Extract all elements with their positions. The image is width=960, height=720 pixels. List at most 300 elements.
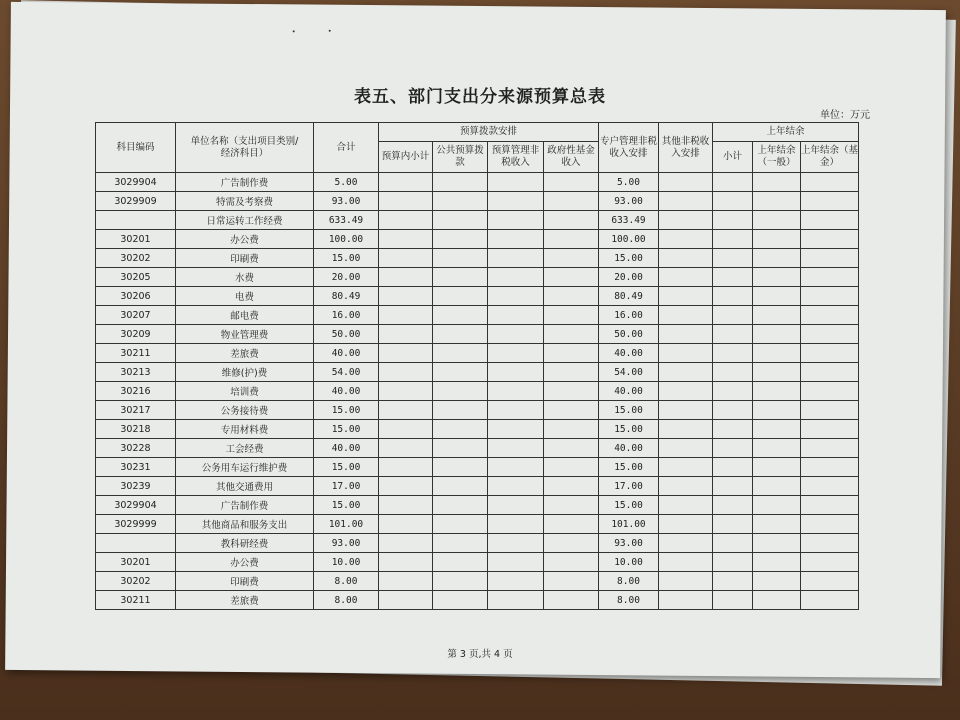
gov-fund-cell xyxy=(544,420,599,439)
budget-mgmt-cell xyxy=(488,553,544,572)
gov-fund-cell xyxy=(544,591,599,610)
table-row xyxy=(96,173,859,192)
budget-mgmt-cell xyxy=(488,363,544,382)
budget-subtotal-cell xyxy=(379,496,433,515)
name-cell: 特需及考察费 xyxy=(176,192,314,211)
header-public-budget: 公共预算拨款 xyxy=(433,142,488,173)
public-budget-cell xyxy=(433,287,488,306)
other-nontax-cell xyxy=(659,420,713,439)
name-cell: 其他商品和服务支出 xyxy=(176,515,314,534)
prev-general-cell xyxy=(753,591,801,610)
prev-fund-cell xyxy=(801,287,859,306)
total-cell: 10.00 xyxy=(314,553,379,572)
special-mgmt-cell: 15.00 xyxy=(599,401,659,420)
prev-subtotal-cell xyxy=(713,553,753,572)
prev-general-cell xyxy=(753,325,801,344)
prev-general-cell xyxy=(753,268,801,287)
prev-subtotal-cell xyxy=(713,173,753,192)
other-nontax-cell xyxy=(659,401,713,420)
special-mgmt-cell: 100.00 xyxy=(599,230,659,249)
table-row xyxy=(96,572,859,591)
table-row xyxy=(96,325,859,344)
public-budget-cell xyxy=(433,173,488,192)
special-mgmt-cell: 15.00 xyxy=(599,420,659,439)
prev-fund-cell xyxy=(801,420,859,439)
public-budget-cell xyxy=(433,344,488,363)
name-cell: 广告制作费 xyxy=(176,496,314,515)
prev-fund-cell xyxy=(801,192,859,211)
total-cell: 54.00 xyxy=(314,363,379,382)
name-cell: 工会经费 xyxy=(176,439,314,458)
gov-fund-cell xyxy=(544,192,599,211)
public-budget-cell xyxy=(433,192,488,211)
prev-subtotal-cell xyxy=(713,192,753,211)
header-budget-subtotal: 预算内小计 xyxy=(379,142,433,173)
budget-mgmt-cell xyxy=(488,439,544,458)
gov-fund-cell xyxy=(544,344,599,363)
gov-fund-cell xyxy=(544,287,599,306)
prev-subtotal-cell xyxy=(713,249,753,268)
table-row xyxy=(96,249,859,268)
table-row xyxy=(96,591,859,610)
public-budget-cell xyxy=(433,572,488,591)
code-cell: 3029904 xyxy=(96,173,176,192)
total-cell: 40.00 xyxy=(314,382,379,401)
public-budget-cell xyxy=(433,477,488,496)
prev-subtotal-cell xyxy=(713,420,753,439)
table-row xyxy=(96,192,859,211)
prev-subtotal-cell xyxy=(713,382,753,401)
budget-subtotal-cell xyxy=(379,553,433,572)
name-cell: 培训费 xyxy=(176,382,314,401)
budget-subtotal-cell xyxy=(379,534,433,553)
table-row xyxy=(96,382,859,401)
special-mgmt-cell: 8.00 xyxy=(599,591,659,610)
prev-general-cell xyxy=(753,553,801,572)
prev-subtotal-cell xyxy=(713,401,753,420)
prev-subtotal-cell xyxy=(713,458,753,477)
other-nontax-cell xyxy=(659,553,713,572)
code-cell: 30205 xyxy=(96,268,176,287)
name-cell: 电费 xyxy=(176,287,314,306)
prev-fund-cell xyxy=(801,401,859,420)
code-cell: 30217 xyxy=(96,401,176,420)
special-mgmt-cell: 20.00 xyxy=(599,268,659,287)
budget-subtotal-cell xyxy=(379,230,433,249)
prev-subtotal-cell xyxy=(713,287,753,306)
public-budget-cell xyxy=(433,439,488,458)
prev-general-cell xyxy=(753,306,801,325)
prev-subtotal-cell xyxy=(713,496,753,515)
name-cell: 办公费 xyxy=(176,553,314,572)
prev-general-cell xyxy=(753,458,801,477)
other-nontax-cell xyxy=(659,515,713,534)
total-cell: 633.49 xyxy=(314,211,379,230)
budget-mgmt-cell xyxy=(488,382,544,401)
public-budget-cell xyxy=(433,458,488,477)
other-nontax-cell xyxy=(659,211,713,230)
budget-subtotal-cell xyxy=(379,192,433,211)
table-row xyxy=(96,363,859,382)
other-nontax-cell xyxy=(659,496,713,515)
total-cell: 40.00 xyxy=(314,439,379,458)
prev-general-cell xyxy=(753,382,801,401)
special-mgmt-cell: 15.00 xyxy=(599,249,659,268)
special-mgmt-cell: 10.00 xyxy=(599,553,659,572)
budget-mgmt-cell xyxy=(488,192,544,211)
public-budget-cell xyxy=(433,249,488,268)
gov-fund-cell xyxy=(544,325,599,344)
total-cell: 15.00 xyxy=(314,401,379,420)
total-cell: 17.00 xyxy=(314,477,379,496)
table-row xyxy=(96,401,859,420)
code-cell: 30202 xyxy=(96,572,176,591)
prev-fund-cell xyxy=(801,458,859,477)
name-cell: 差旅费 xyxy=(176,591,314,610)
special-mgmt-cell: 101.00 xyxy=(599,515,659,534)
gov-fund-cell xyxy=(544,401,599,420)
prev-general-cell xyxy=(753,363,801,382)
prev-subtotal-cell xyxy=(713,325,753,344)
budget-table xyxy=(95,122,859,610)
total-cell: 15.00 xyxy=(314,420,379,439)
code-cell: 30216 xyxy=(96,382,176,401)
special-mgmt-cell: 633.49 xyxy=(599,211,659,230)
budget-subtotal-cell xyxy=(379,515,433,534)
code-cell: 30239 xyxy=(96,477,176,496)
prev-subtotal-cell xyxy=(713,211,753,230)
budget-subtotal-cell xyxy=(379,591,433,610)
name-cell: 差旅费 xyxy=(176,344,314,363)
other-nontax-cell xyxy=(659,268,713,287)
budget-mgmt-cell xyxy=(488,534,544,553)
table-row xyxy=(96,420,859,439)
public-budget-cell xyxy=(433,496,488,515)
total-cell: 40.00 xyxy=(314,344,379,363)
public-budget-cell xyxy=(433,553,488,572)
budget-mgmt-cell xyxy=(488,211,544,230)
gov-fund-cell xyxy=(544,306,599,325)
code-cell xyxy=(96,534,176,553)
total-cell: 100.00 xyxy=(314,230,379,249)
budget-subtotal-cell xyxy=(379,382,433,401)
header-total: 合计 xyxy=(314,123,379,173)
name-cell: 物业管理费 xyxy=(176,325,314,344)
code-cell: 3029909 xyxy=(96,192,176,211)
public-budget-cell xyxy=(433,325,488,344)
name-cell: 专用材料费 xyxy=(176,420,314,439)
budget-mgmt-cell xyxy=(488,591,544,610)
public-budget-cell xyxy=(433,534,488,553)
prev-general-cell xyxy=(753,439,801,458)
total-cell: 15.00 xyxy=(314,458,379,477)
budget-mgmt-cell xyxy=(488,306,544,325)
budget-subtotal-cell xyxy=(379,458,433,477)
name-cell: 办公费 xyxy=(176,230,314,249)
budget-mgmt-cell xyxy=(488,268,544,287)
public-budget-cell xyxy=(433,591,488,610)
prev-fund-cell xyxy=(801,572,859,591)
prev-fund-cell xyxy=(801,211,859,230)
name-cell: 广告制作费 xyxy=(176,173,314,192)
prev-general-cell xyxy=(753,534,801,553)
other-nontax-cell xyxy=(659,591,713,610)
special-mgmt-cell: 15.00 xyxy=(599,496,659,515)
budget-mgmt-cell xyxy=(488,173,544,192)
special-mgmt-cell: 93.00 xyxy=(599,534,659,553)
gov-fund-cell xyxy=(544,496,599,515)
public-budget-cell xyxy=(433,401,488,420)
prev-fund-cell xyxy=(801,363,859,382)
prev-subtotal-cell xyxy=(713,534,753,553)
prev-fund-cell xyxy=(801,306,859,325)
public-budget-cell xyxy=(433,420,488,439)
prev-subtotal-cell xyxy=(713,363,753,382)
gov-fund-cell xyxy=(544,249,599,268)
gov-fund-cell xyxy=(544,553,599,572)
prev-subtotal-cell xyxy=(713,268,753,287)
gov-fund-cell xyxy=(544,230,599,249)
other-nontax-cell xyxy=(659,344,713,363)
special-mgmt-cell: 40.00 xyxy=(599,439,659,458)
header-budget-group: 预算拨款安排 xyxy=(379,123,599,142)
table-row xyxy=(96,458,859,477)
budget-subtotal-cell xyxy=(379,325,433,344)
table-row xyxy=(96,211,859,230)
prev-general-cell xyxy=(753,420,801,439)
header-prev-balance: 上年结余 xyxy=(713,123,859,142)
header-other-nontax: 其他非税收入安排 xyxy=(659,123,713,173)
prev-general-cell xyxy=(753,496,801,515)
table-row xyxy=(96,553,859,572)
prev-subtotal-cell xyxy=(713,344,753,363)
budget-subtotal-cell xyxy=(379,401,433,420)
special-mgmt-cell: 50.00 xyxy=(599,325,659,344)
header-budget-mgmt: 预算管理非税收入 xyxy=(488,142,544,173)
total-cell: 16.00 xyxy=(314,306,379,325)
total-cell: 15.00 xyxy=(314,249,379,268)
total-cell: 80.49 xyxy=(314,287,379,306)
other-nontax-cell xyxy=(659,287,713,306)
other-nontax-cell xyxy=(659,477,713,496)
gov-fund-cell xyxy=(544,363,599,382)
special-mgmt-cell: 16.00 xyxy=(599,306,659,325)
other-nontax-cell xyxy=(659,230,713,249)
prev-fund-cell xyxy=(801,515,859,534)
table-row xyxy=(96,306,859,325)
prev-subtotal-cell xyxy=(713,515,753,534)
code-cell: 30209 xyxy=(96,325,176,344)
public-budget-cell xyxy=(433,230,488,249)
name-cell: 其他交通费用 xyxy=(176,477,314,496)
budget-mgmt-cell xyxy=(488,249,544,268)
code-cell: 30231 xyxy=(96,458,176,477)
special-mgmt-cell: 80.49 xyxy=(599,287,659,306)
budget-subtotal-cell xyxy=(379,572,433,591)
public-budget-cell xyxy=(433,211,488,230)
gov-fund-cell xyxy=(544,268,599,287)
code-cell: 30211 xyxy=(96,344,176,363)
name-cell: 水费 xyxy=(176,268,314,287)
budget-mgmt-cell xyxy=(488,515,544,534)
gov-fund-cell xyxy=(544,439,599,458)
gov-fund-cell xyxy=(544,534,599,553)
prev-subtotal-cell xyxy=(713,306,753,325)
header-prev-general: 上年结余（一般） xyxy=(753,142,801,173)
code-cell xyxy=(96,211,176,230)
prev-general-cell xyxy=(753,477,801,496)
budget-mgmt-cell xyxy=(488,420,544,439)
other-nontax-cell xyxy=(659,382,713,401)
total-cell: 93.00 xyxy=(314,534,379,553)
prev-fund-cell xyxy=(801,591,859,610)
table-row xyxy=(96,268,859,287)
budget-subtotal-cell xyxy=(379,363,433,382)
gov-fund-cell xyxy=(544,173,599,192)
prev-subtotal-cell xyxy=(713,572,753,591)
budget-mgmt-cell xyxy=(488,477,544,496)
other-nontax-cell xyxy=(659,439,713,458)
code-cell: 3029904 xyxy=(96,496,176,515)
budget-mgmt-cell xyxy=(488,496,544,515)
budget-subtotal-cell xyxy=(379,211,433,230)
name-cell: 公务接待费 xyxy=(176,401,314,420)
other-nontax-cell xyxy=(659,173,713,192)
budget-mgmt-cell xyxy=(488,287,544,306)
budget-mgmt-cell xyxy=(488,401,544,420)
other-nontax-cell xyxy=(659,458,713,477)
name-cell: 邮电费 xyxy=(176,306,314,325)
page-title: 表五、部门支出分来源预算总表 xyxy=(354,87,606,107)
budget-subtotal-cell xyxy=(379,173,433,192)
total-cell: 15.00 xyxy=(314,496,379,515)
budget-subtotal-cell xyxy=(379,249,433,268)
prev-fund-cell xyxy=(801,325,859,344)
prev-general-cell xyxy=(753,401,801,420)
prev-fund-cell xyxy=(801,477,859,496)
table-row xyxy=(96,515,859,534)
total-cell: 8.00 xyxy=(314,572,379,591)
gov-fund-cell xyxy=(544,211,599,230)
code-cell: 30213 xyxy=(96,363,176,382)
name-cell: 公务用车运行维护费 xyxy=(176,458,314,477)
table-body xyxy=(96,173,859,610)
other-nontax-cell xyxy=(659,306,713,325)
total-cell: 5.00 xyxy=(314,173,379,192)
code-cell: 30206 xyxy=(96,287,176,306)
special-mgmt-cell: 5.00 xyxy=(599,173,659,192)
gov-fund-cell xyxy=(544,477,599,496)
budget-subtotal-cell xyxy=(379,477,433,496)
name-cell: 印刷费 xyxy=(176,249,314,268)
unit-label: 单位：万元 xyxy=(820,110,870,121)
budget-mgmt-cell xyxy=(488,344,544,363)
prev-subtotal-cell xyxy=(713,230,753,249)
public-budget-cell xyxy=(433,306,488,325)
prev-subtotal-cell xyxy=(713,591,753,610)
prev-general-cell xyxy=(753,249,801,268)
prev-fund-cell xyxy=(801,249,859,268)
budget-subtotal-cell xyxy=(379,439,433,458)
code-cell: 30202 xyxy=(96,249,176,268)
table-row xyxy=(96,477,859,496)
code-cell: 3029999 xyxy=(96,515,176,534)
header-prev-subtotal: 小计 xyxy=(713,142,753,173)
other-nontax-cell xyxy=(659,325,713,344)
prev-fund-cell xyxy=(801,173,859,192)
gov-fund-cell xyxy=(544,515,599,534)
prev-general-cell xyxy=(753,572,801,591)
header-special-mgmt: 专户管理非税收入安排 xyxy=(599,123,659,173)
page-footer: 第 3 页,共 4 页 xyxy=(447,649,513,660)
prev-fund-cell xyxy=(801,382,859,401)
header-gov-fund: 政府性基金收入 xyxy=(544,142,599,173)
budget-mgmt-cell xyxy=(488,572,544,591)
special-mgmt-cell: 93.00 xyxy=(599,192,659,211)
table-row xyxy=(96,439,859,458)
code-cell: 30211 xyxy=(96,591,176,610)
special-mgmt-cell: 8.00 xyxy=(599,572,659,591)
prev-general-cell xyxy=(753,192,801,211)
gov-fund-cell xyxy=(544,458,599,477)
public-budget-cell xyxy=(433,268,488,287)
header-name: 单位名称（支出项目类别/经济科目） xyxy=(176,123,314,173)
prev-general-cell xyxy=(753,344,801,363)
total-cell: 101.00 xyxy=(314,515,379,534)
code-cell: 30228 xyxy=(96,439,176,458)
prev-fund-cell xyxy=(801,268,859,287)
table-row xyxy=(96,287,859,306)
budget-subtotal-cell xyxy=(379,268,433,287)
budget-subtotal-cell xyxy=(379,306,433,325)
paper-speck xyxy=(293,30,295,32)
code-cell: 30201 xyxy=(96,553,176,572)
total-cell: 50.00 xyxy=(314,325,379,344)
other-nontax-cell xyxy=(659,363,713,382)
special-mgmt-cell: 54.00 xyxy=(599,363,659,382)
prev-fund-cell xyxy=(801,230,859,249)
prev-fund-cell xyxy=(801,344,859,363)
name-cell: 教科研经费 xyxy=(176,534,314,553)
prev-general-cell xyxy=(753,287,801,306)
special-mgmt-cell: 40.00 xyxy=(599,344,659,363)
paper-speck xyxy=(329,30,331,32)
total-cell: 93.00 xyxy=(314,192,379,211)
table-row xyxy=(96,230,859,249)
special-mgmt-cell: 17.00 xyxy=(599,477,659,496)
name-cell: 印刷费 xyxy=(176,572,314,591)
other-nontax-cell xyxy=(659,572,713,591)
total-cell: 8.00 xyxy=(314,591,379,610)
prev-subtotal-cell xyxy=(713,477,753,496)
prev-general-cell xyxy=(753,173,801,192)
total-cell: 20.00 xyxy=(314,268,379,287)
name-cell: 日常运转工作经费 xyxy=(176,211,314,230)
prev-general-cell xyxy=(753,230,801,249)
public-budget-cell xyxy=(433,515,488,534)
budget-mgmt-cell xyxy=(488,325,544,344)
table-row xyxy=(96,534,859,553)
prev-general-cell xyxy=(753,211,801,230)
budget-mgmt-cell xyxy=(488,230,544,249)
prev-general-cell xyxy=(753,515,801,534)
special-mgmt-cell: 15.00 xyxy=(599,458,659,477)
table-row xyxy=(96,496,859,515)
public-budget-cell xyxy=(433,363,488,382)
header-code: 科目编码 xyxy=(96,123,176,173)
other-nontax-cell xyxy=(659,192,713,211)
gov-fund-cell xyxy=(544,572,599,591)
